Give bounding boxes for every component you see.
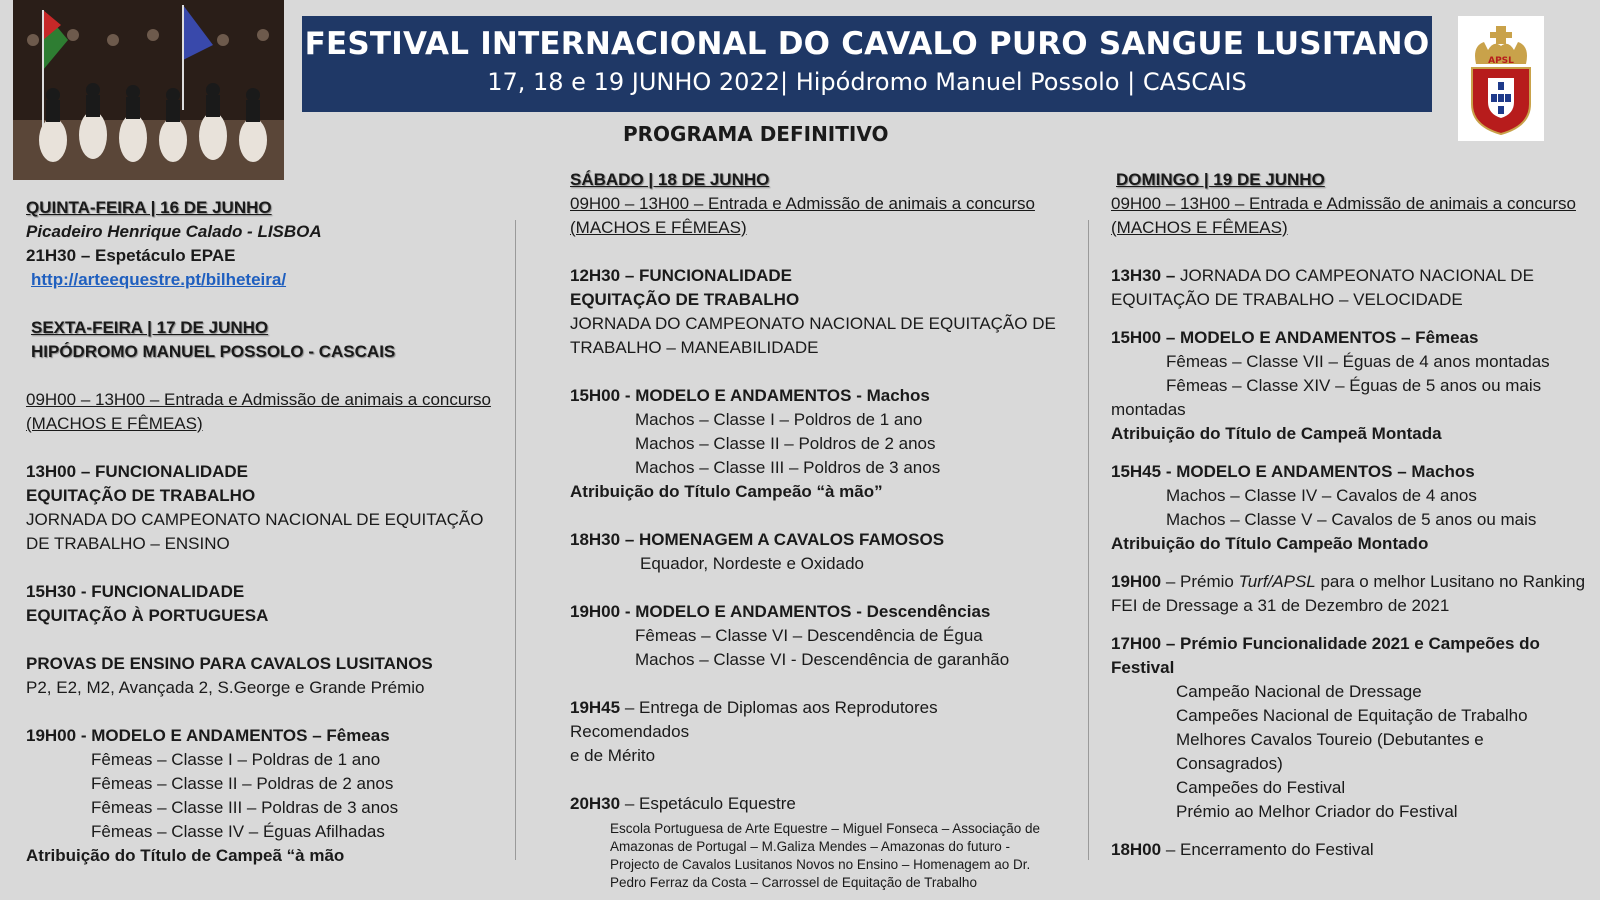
premio-text-italic: Turf/APSL (1238, 572, 1316, 591)
thursday-heading: QUINTA-FEIRA | 16 DE JUNHO (26, 198, 272, 217)
admission-line-2: (MACHOS E FÊMEAS) (26, 414, 203, 433)
class-item-cont: montadas (1111, 400, 1186, 419)
diplomas-time: 19H45 (570, 698, 621, 717)
show-text: – Espetáculo Equestre (620, 794, 796, 813)
column-divider-2 (1088, 220, 1089, 860)
show-line (570, 792, 1060, 816)
class-item: Fêmeas – Classe II – Poldras de 2 anos (91, 774, 394, 793)
diplomas-text-2: e de Mérito (570, 746, 656, 765)
functionality-time: 13H30 – (1111, 266, 1176, 285)
femeas-award: Atribuição do Título de Campeã Montada (1111, 424, 1442, 443)
class-item: Fêmeas – Classe IV – Éguas Afilhadas (91, 822, 385, 841)
provas-title: PROVAS DE ENSINO PARA CAVALOS LUSITANOS (26, 654, 433, 673)
closing-time: 18H00 (1111, 840, 1162, 859)
festival-title: FESTIVAL INTERNACIONAL DO CAVALO PURO SANGUE LUSITANO (304, 26, 1430, 62)
class-item: Fêmeas – Classe XIV – Éguas de 5 anos ou mais (1166, 376, 1542, 395)
column-saturday (570, 168, 1060, 892)
model-title: 15H00 - MODELO E ANDAMENTOS - Machos (570, 386, 930, 405)
machos-award: Atribuição do Título Campeão Montado (1111, 534, 1429, 553)
functionality-award-title-2: Festival (1111, 658, 1175, 677)
class-item: Fêmeas – Classe VII – Éguas de 4 anos montadas (1166, 352, 1550, 371)
functionality-sub: EQUITAÇÃO DE TRABALHO (26, 486, 256, 505)
functionality-time: 12H30 – FUNCIONALIDADE (570, 266, 792, 285)
premio-line (1111, 570, 1591, 594)
title-banner (302, 16, 1432, 112)
award-item: Melhores Cavalos Toureio (Debutantes e Consagrados) (1176, 730, 1484, 773)
show-detail: Projecto de Cavalos Lusitanos Novos no Ensino – Homenagem ao Dr. (610, 857, 1031, 872)
class-item: Fêmeas – Classe I – Poldras de 1 ano (91, 750, 381, 769)
apsl-crest-logo (1458, 16, 1544, 141)
functionality-2-time: 15H30 - FUNCIONALIDADE (26, 582, 245, 601)
column-divider-1 (515, 220, 516, 860)
functionality-line (1111, 264, 1591, 288)
functionality-desc-1: JORNADA DO CAMPEONATO NACIONAL DE (1175, 266, 1534, 285)
diplomas-line (570, 696, 1060, 744)
class-item: Machos – Classe I – Poldros de 1 ano (635, 410, 923, 429)
admission-line-1: 09H00 – 13H00 – Entrada e Admissão de animais a concurso (1111, 194, 1576, 213)
thursday-show: 21H30 – Espetáculo EPAE (26, 246, 236, 265)
award-item: Campeões Nacional de Equitação de Trabalho (1176, 706, 1528, 725)
class-item: Machos – Classe II – Poldros de 2 anos (635, 434, 936, 453)
show-time: 20H30 (570, 794, 621, 813)
model-title: 19H00 - MODELO E ANDAMENTOS – Fêmeas (26, 726, 390, 745)
saturday-heading: SÁBADO | 18 DE JUNHO (570, 170, 770, 189)
premio-text-b: para o melhor Lusitano no Ranking (1315, 572, 1586, 591)
program-title: PROGRAMA DEFINITIVO (623, 122, 889, 146)
functionality-2-sub: EQUITAÇÃO À PORTUGUESA (26, 606, 269, 625)
show-detail: Escola Portuguesa de Arte Equestre – Miguel Fonseca – Associação de (610, 821, 1041, 836)
class-item: Fêmeas – Classe III – Poldras de 3 anos (91, 798, 399, 817)
provas-desc: P2, E2, M2, Avançada 2, S.George e Grande Prémio (26, 678, 425, 697)
admission-line-1: 09H00 – 13H00 – Entrada e Admissão de animais a concurso (26, 390, 491, 409)
title-award: Atribuição do Título de Campeã “à mão (26, 846, 345, 865)
column-sunday (1111, 168, 1591, 862)
premio-time: 19H00 (1111, 572, 1162, 591)
thursday-venue: Picadeiro Henrique Calado - LISBOA (26, 222, 322, 241)
premio-text-a: – Prémio (1161, 572, 1239, 591)
admission-line-1: 09H00 – 13H00 – Entrada e Admissão de animais a concurso (570, 194, 1035, 213)
show-detail: Pedro Ferraz da Costa – Carrossel de Equitação de Trabalho (610, 875, 977, 890)
award-item: Campeões do Festival (1176, 778, 1346, 797)
functionality-award-title: 17H00 – Prémio Funcionalidade 2021 e Campeões do (1111, 634, 1540, 653)
award-item: Prémio ao Melhor Criador do Festival (1176, 802, 1458, 821)
admission-line-2: (MACHOS E FÊMEAS) (1111, 218, 1288, 237)
ticket-link[interactable]: http://arteequestre.pt/bilheteira/ (31, 270, 287, 289)
show-detail: Amazonas de Portugal – M.Galiza Mendes – Amazonas do futuro - (610, 839, 1010, 854)
sunday-heading: DOMINGO | 19 DE JUNHO (1116, 170, 1325, 189)
crest-text: APSL (1488, 56, 1514, 66)
award-item: Campeão Nacional de Dressage (1176, 682, 1422, 701)
class-item: Machos – Classe V – Cavalos de 5 anos ou mais (1166, 510, 1537, 529)
diplomas-text: – Entrega de Diplomas aos Reprodutores Recomendados (570, 698, 938, 741)
friday-heading: SEXTA-FEIRA | 17 DE JUNHO (31, 318, 269, 337)
column-thursday-friday (26, 196, 506, 868)
class-item: Machos – Classe IV – Cavalos de 4 anos (1166, 486, 1477, 505)
friday-venue: HIPÓDROMO MANUEL POSSOLO - CASCAIS (31, 342, 396, 361)
title-award: Atribuição do Título Campeão “à mão” (570, 482, 883, 501)
functionality-sub: EQUITAÇÃO DE TRABALHO (570, 290, 800, 309)
closing-text: – Encerramento do Festival (1161, 840, 1374, 859)
homage-names: Equador, Nordeste e Oxidado (640, 554, 864, 573)
femeas-title: 15H00 – MODELO E ANDAMENTOS – Fêmeas (1111, 328, 1479, 347)
admission-line-2: (MACHOS E FÊMEAS) (570, 218, 747, 237)
closing-line (1111, 838, 1591, 862)
descendants-title: 19H00 - MODELO E ANDAMENTOS - Descendências (570, 602, 991, 621)
functionality-desc-2: EQUITAÇÃO DE TRABALHO – VELOCIDADE (1111, 290, 1463, 309)
horse-riders-photo (13, 0, 284, 180)
functionality-desc-2: DE TRABALHO – ENSINO (26, 534, 230, 553)
class-item: Machos – Classe VI - Descendência de garanhão (635, 650, 1010, 669)
machos-title: 15H45 - MODELO E ANDAMENTOS – Machos (1111, 462, 1475, 481)
class-item: Fêmeas – Classe VI – Descendência de Égua (635, 626, 983, 645)
functionality-desc-2: TRABALHO – MANEABILIDADE (570, 338, 819, 357)
functionality-desc-1: JORNADA DO CAMPEONATO NACIONAL DE EQUITAÇÃO (26, 510, 484, 529)
functionality-desc-1: JORNADA DO CAMPEONATO NACIONAL DE EQUITAÇÃO DE (570, 314, 1056, 333)
class-item: Machos – Classe III – Poldros de 3 anos (635, 458, 941, 477)
homage-title: 18H30 – HOMENAGEM A CAVALOS FAMOSOS (570, 530, 945, 549)
functionality-time: 13H00 – FUNCIONALIDADE (26, 462, 248, 481)
festival-subtitle: 17, 18 e 19 JUNHO 2022| Hipódromo Manuel Possolo | CASCAIS (487, 68, 1247, 96)
premio-text-2: FEI de Dressage a 31 de Dezembro de 2021 (1111, 596, 1450, 615)
